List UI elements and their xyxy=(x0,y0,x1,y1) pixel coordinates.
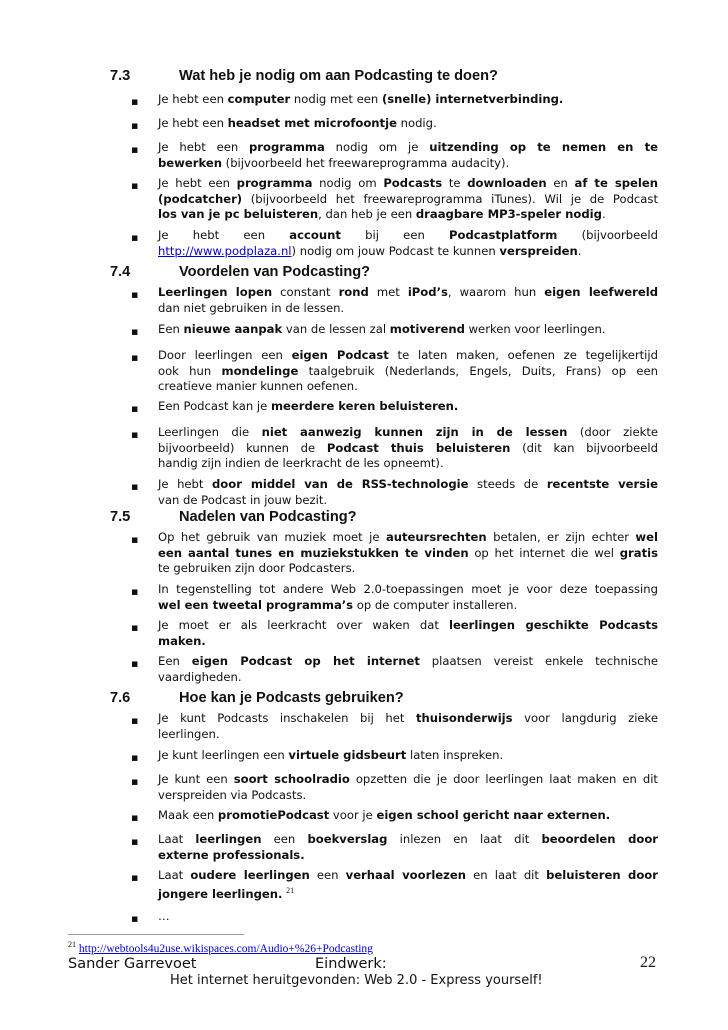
list-item-text: Je hebt een programma nodig om Podcasts te downloaden en af te spelen (podcatcher) (bijvoorbeeld het freewareprogramma iTunes). Wil je de Podcast los van je pc beluisteren, dan heb je een draagbare MP3-speler nodig. xyxy=(158,176,659,221)
list-item-text: Je kunt een soort schoolradio opzetten die je door leerlingen laat maken en dit verspreiden via Podcasts. xyxy=(158,772,658,802)
podplaza-link[interactable]: http://www.podplaza.nl xyxy=(158,243,292,258)
list-item-text: Je moet er als leerkracht over waken dat leerlingen geschikte Podcasts maken. xyxy=(158,618,658,648)
footer-author: Sander Garrevoet xyxy=(68,956,197,972)
bullet-icon: ▪ xyxy=(131,871,139,884)
list-item-text: Je hebt door middel van de RSS-technologie steeds de recentste versie van de Podcast in jouw bezit. xyxy=(158,477,658,507)
footnote-number: 21 xyxy=(68,940,76,949)
bullet-icon: ▪ xyxy=(131,657,139,670)
list-item-text: Je hebt een programma nodig om je uitzending op te nemen en te bewerken (bijvoorbeeld het freewareprogramma audacity). xyxy=(158,140,658,170)
list-item-text: … xyxy=(158,909,170,923)
page-number: 22 xyxy=(640,954,656,971)
footnote xyxy=(68,940,373,955)
bullet-icon: ▪ xyxy=(131,95,139,108)
bullet-icon: ▪ xyxy=(131,714,139,727)
list-item-text: Je hebt een account bij een Podcastplatform (bijvoorbeeld http://www.podplaza.nl) nodig om jouw Podcast te kunnen verspreiden. xyxy=(158,228,658,258)
bullet-icon: ▪ xyxy=(131,119,139,132)
bullet-icon: ▪ xyxy=(131,912,139,925)
bullet-icon: ▪ xyxy=(131,231,139,244)
section-title-7-6: Hoe kan je Podcasts gebruiken? xyxy=(179,690,404,706)
list-item-text: Je hebt een headset met microfoontje nodig. xyxy=(158,116,437,130)
bullet-icon: ▪ xyxy=(131,402,139,415)
bullet-icon: ▪ xyxy=(131,585,139,598)
list-item-text: Door leerlingen een eigen Podcast te laten maken, oefenen ze tegelijkertijd ook hun mondelinge taalgebruik (Nederlands, Engels, Duits, Frans) op een creatieve manier kunnen oefenen. xyxy=(158,348,658,393)
list-item-text: Leerlingen die niet aanwezig kunnen zijn in de lessen (door ziekte bijvoorbeeld) kunnen de Podcast thuis beluisteren (dit kan bijvoorbeeld handig zijn indien de leerkracht de les opneemt). xyxy=(158,425,658,470)
footnote-divider xyxy=(68,934,244,935)
bullet-icon: ▪ xyxy=(131,351,139,364)
bullet-icon: ▪ xyxy=(131,775,139,788)
bullet-icon: ▪ xyxy=(131,143,139,156)
section-number-7-6: 7.6 xyxy=(110,690,131,706)
footer-subtitle: Het internet heruitgevonden: Web 2.0 - Express yourself! xyxy=(170,973,543,988)
bullet-icon: ▪ xyxy=(131,325,139,338)
bullet-icon: ▪ xyxy=(131,533,139,546)
bullet-icon: ▪ xyxy=(131,751,139,764)
footnote-link[interactable]: http://webtools4u2use.wikispaces.com/Audio+%26+Podcasting xyxy=(78,942,373,955)
section-number-7-4: 7.4 xyxy=(110,264,131,280)
bullet-icon: ▪ xyxy=(131,835,139,848)
footer-label: Eindwerk: xyxy=(315,956,387,972)
bullet-icon: ▪ xyxy=(131,288,139,301)
list-item-text: Je hebt een computer nodig met een (snelle) internetverbinding. xyxy=(158,92,564,106)
list-item-text: Een nieuwe aanpak van de lessen zal motiverend werken voor leerlingen. xyxy=(158,322,606,336)
list-item-text: Laat oudere leerlingen een verhaal voorlezen en laat dit beluisteren door jongere leerlingen. $^{21}$ xyxy=(158,868,658,902)
section-title-7-4: Voordelen van Podcasting? xyxy=(179,264,371,280)
section-number-7-5: 7.5 xyxy=(110,509,131,525)
list-item-text: Leerlingen lopen constant rond met iPod’s, waarom hun eigen leefwereld dan niet gebruiken in de lessen. xyxy=(158,285,658,315)
bullet-icon: ▪ xyxy=(131,621,139,634)
bullet-icon: ▪ xyxy=(131,428,139,441)
section-title-7-5: Nadelen van Podcasting? xyxy=(179,509,357,525)
list-item-text: Laat leerlingen een boekverslag inlezen en laat dit beoordelen door externe professionals. xyxy=(158,832,659,862)
list-item-text: Een Podcast kan je meerdere keren beluisteren. xyxy=(158,399,459,413)
bullet-icon: ▪ xyxy=(131,811,139,824)
section-number-7-3: 7.3 xyxy=(110,68,131,84)
footnote-reference[interactable]: 21 xyxy=(286,886,295,896)
list-item-text: In tegenstelling tot andere Web 2.0-toepassingen moet je voor deze toepassing wel een tweetal programma’s op de computer installeren. xyxy=(158,582,658,612)
list-item-text: Je kunt leerlingen een virtuele gidsbeurt laten inspreken. xyxy=(158,748,504,762)
section-title-7-3: Wat heb je nodig om aan Podcasting te doen? xyxy=(179,68,498,84)
list-item-text: Maak een promotiePodcast voor je eigen school gericht naar externen. xyxy=(158,808,611,822)
bullet-icon: ▪ xyxy=(131,480,139,493)
bullet-icon: ▪ xyxy=(131,179,139,192)
list-item-text: Een eigen Podcast op het internet plaatsen vereist enkele technische vaardigheden. xyxy=(158,654,658,684)
list-item-text: Op het gebruik van muziek moet je auteursrechten betalen, er zijn echter wel een aantal tunes en muziekstukken te vinden op het internet die wel gratis te gebruiken zijn door Podcasters. xyxy=(158,530,658,575)
list-item-text: Je kunt Podcasts inschakelen bij het thuisonderwijs voor langdurig zieke leerlingen. xyxy=(158,711,658,741)
